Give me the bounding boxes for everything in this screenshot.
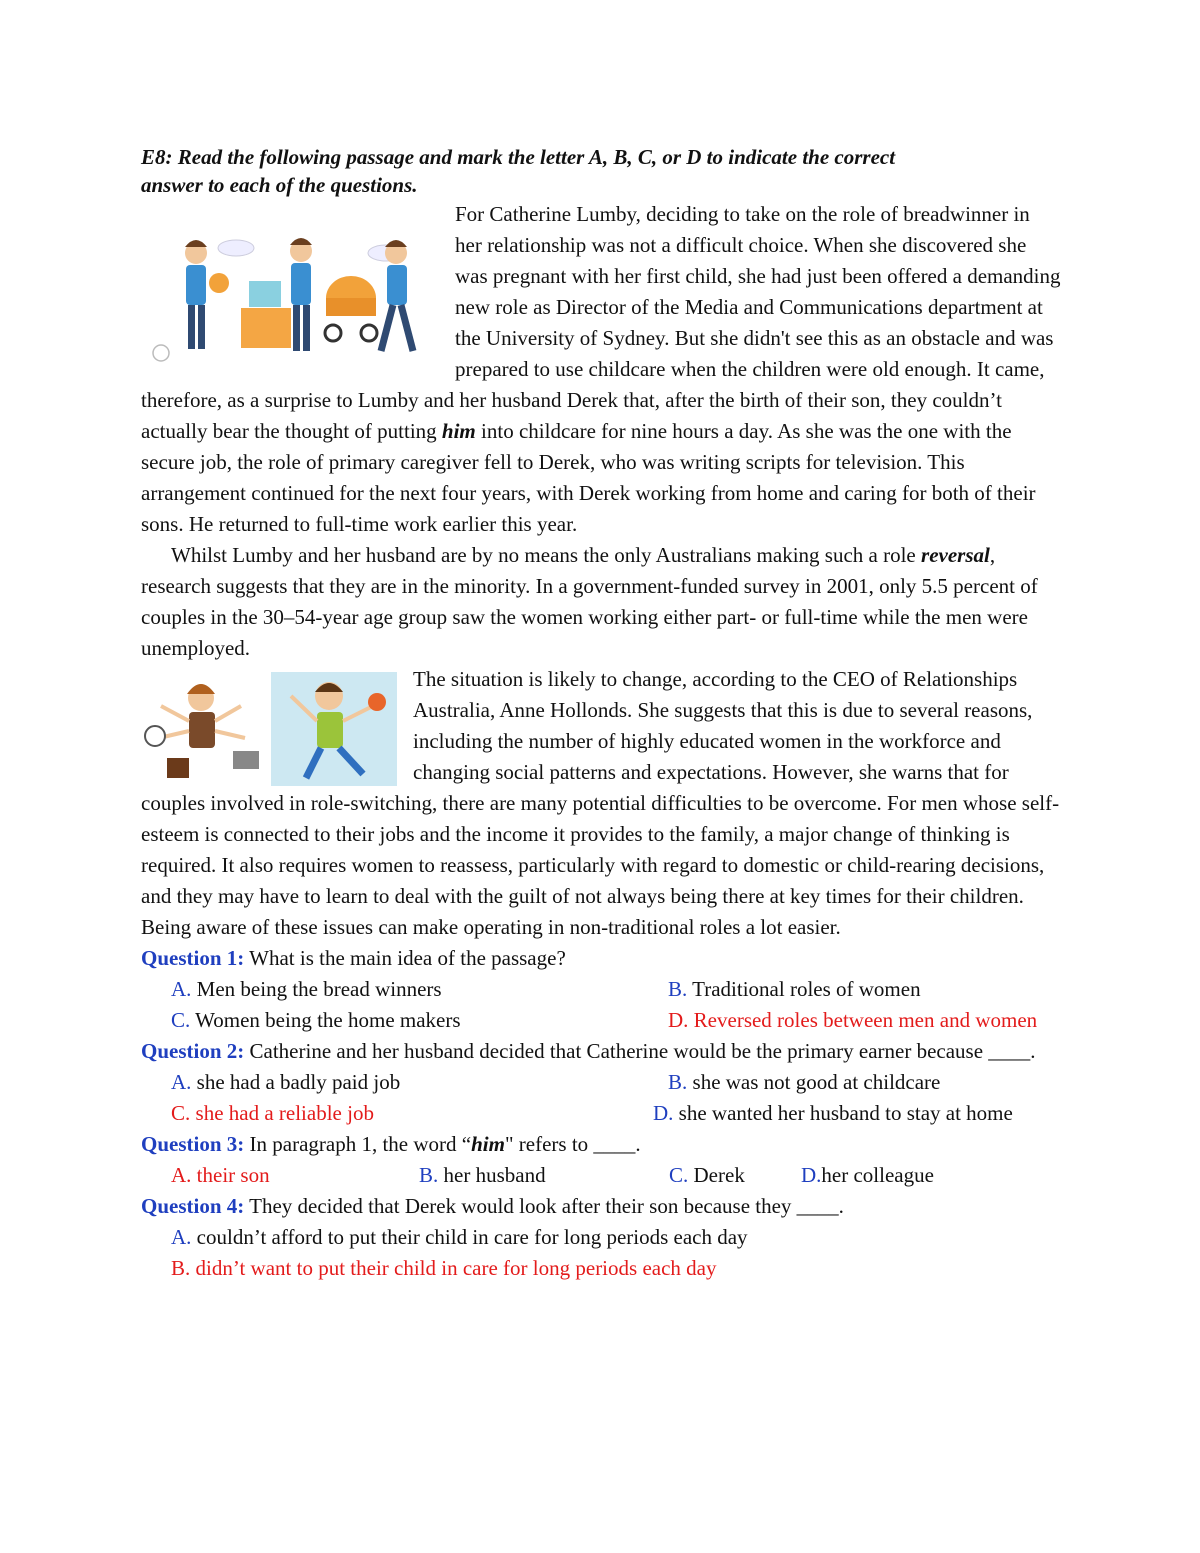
exercise-title bbox=[141, 143, 1061, 199]
question-1-options-row-1 bbox=[141, 974, 1061, 1005]
passage-paragraph-3: The situation is likely to change, according to the CEO of Relationships Australia, Anne Hollonds. She suggests that this is due to several reasons, including the number of highly educated women in the workforce and changing social patterns and expectations. However, she warns that for couples involved in role-switching, there are many potential difficulties to be overcome. For men whose self-esteem is connected to their jobs and the income it provides to the family, a major change of thinking is required. It also requires women to reassess, particularly with regard to domestic or child-rearing decisions, and they may have to learn to deal with the guilt of not always being there at key times for their children. Being aware of these issues can make operating in non-traditional roles a lot easier. bbox=[141, 667, 1060, 939]
question-4-option-b-correct[interactable]: B. didn’t want to put their child in care for long periods each day bbox=[171, 1256, 717, 1280]
question-4-label: Question 4: bbox=[141, 1194, 245, 1218]
question-2-options-row-2 bbox=[141, 1098, 1061, 1129]
question-4 bbox=[141, 1191, 1061, 1222]
question-2-options-row-1 bbox=[141, 1067, 1061, 1098]
question-1-option-b[interactable]: B. Traditional roles of women bbox=[668, 977, 921, 1001]
question-3-label: Question 3: bbox=[141, 1132, 245, 1156]
exercise-title-line2: answer to each of the questions. bbox=[141, 173, 418, 197]
question-4-option-a-row bbox=[141, 1222, 1061, 1253]
illustration-father-roles bbox=[141, 203, 441, 371]
question-2-option-d[interactable]: D. she wanted her husband to stay at home bbox=[653, 1101, 1013, 1125]
question-1-options-row-2 bbox=[141, 1005, 1061, 1036]
question-2-option-c-correct[interactable]: C. she had a reliable job bbox=[171, 1101, 374, 1125]
emphasized-word-reversal: reversal bbox=[921, 543, 990, 567]
question-4-text: They decided that Derek would look after their son because they ____. bbox=[244, 1194, 844, 1218]
question-2-option-a[interactable]: A. she had a badly paid job bbox=[171, 1070, 401, 1094]
question-3-options-row bbox=[141, 1160, 1061, 1191]
question-2-option-b[interactable]: B. she was not good at childcare bbox=[668, 1070, 941, 1094]
question-1-option-d-correct[interactable]: D. Reversed roles between men and women bbox=[668, 1008, 1038, 1032]
illustration-role-reversal bbox=[141, 666, 401, 788]
exercise-title-line1: E8: Read the following passage and mark the letter A, B, C, or D to indicate the correct bbox=[141, 145, 896, 169]
question-1-option-a[interactable]: A. Men being the bread winners bbox=[171, 977, 442, 1001]
question-4-option-b-row bbox=[141, 1253, 1061, 1284]
passage-paragraph-2: Whilst Lumby and her husband are by no means the only Australians making such a role reversal, research suggests that they are in the minority. In a government-funded survey in 2001, only 5.5 percent of couples in the 30–54-year age group saw the women working either part- or full-time while the men were unemployed. bbox=[141, 543, 1038, 660]
question-3-option-d[interactable]: D.her colleague bbox=[801, 1163, 934, 1187]
question-4-option-a[interactable]: A. couldn’t afford to put their child in care for long periods each day bbox=[171, 1225, 748, 1249]
question-3-option-c[interactable]: C. Derek bbox=[669, 1163, 745, 1187]
question-2-text: Catherine and her husband decided that Catherine would be the primary earner because ____. bbox=[244, 1039, 1036, 1063]
worksheet-page bbox=[141, 143, 1061, 1284]
question-2 bbox=[141, 1036, 1061, 1067]
question-1-label: Question 1: bbox=[141, 946, 245, 970]
question-1-text: What is the main idea of the passage? bbox=[244, 946, 566, 970]
question-3: Question 3: In paragraph 1, the word “him" refers to ____. bbox=[141, 1132, 641, 1156]
question-1 bbox=[141, 943, 1061, 974]
question-3-option-a-correct[interactable]: A. their son bbox=[171, 1163, 270, 1187]
passage-paragraph-1: For Catherine Lumby, deciding to take on the role of breadwinner in her relationship was not a difficult choice. When she discovered she was pregnant with her first child, she had just been offered a demanding new role as Director of the Media and Communications department at the University of Sydney. But she didn't see this as an obstacle and was prepared to use childcare when the children were old enough. It came, therefore, as a surprise to Lumby and her husband Derek that, after the birth of their son, they couldn’t actually bear the thought of putting him into childcare for nine hours a day. As she was the one with the secure job, the role of primary caregiver fell to Derek, who was writing scripts for television. This arrangement continued for the next four years, with Derek working from home and caring for both of their sons. He returned to full-time work earlier this year. bbox=[141, 202, 1061, 536]
question-1-option-c[interactable]: C. Women being the home makers bbox=[171, 1008, 461, 1032]
question-2-label: Question 2: bbox=[141, 1039, 245, 1063]
question-3-option-b[interactable]: B. her husband bbox=[419, 1163, 546, 1187]
question-3-emphasized-word: him bbox=[471, 1132, 505, 1156]
emphasized-word-him: him bbox=[441, 419, 476, 443]
